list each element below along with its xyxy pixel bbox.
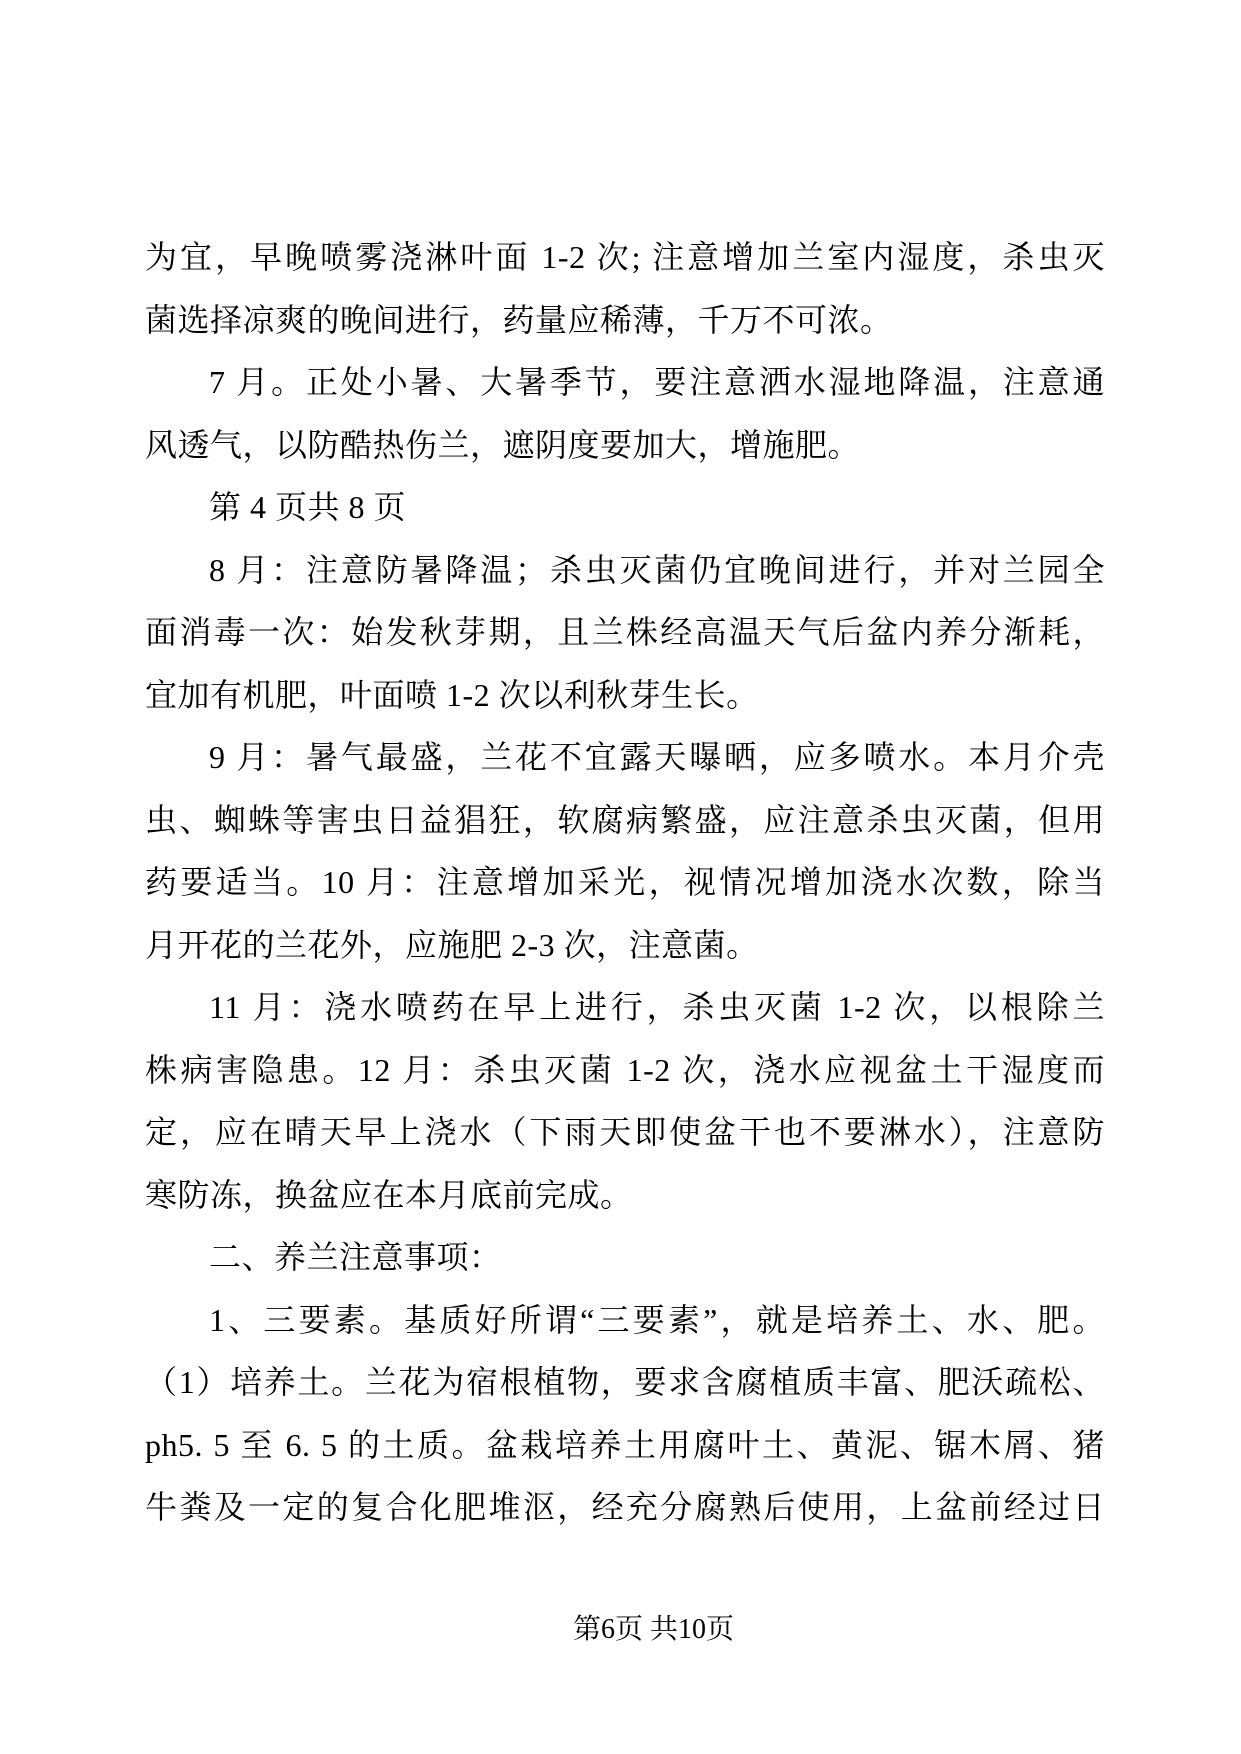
text-line: ph5. 5 至 6. 5 的土质。盆栽培养土用腐叶土、黄泥、锯木屑、猪 xyxy=(145,1426,1105,1463)
text-line: 株病害隐患。12 月：杀虫灭菌 1-2 次，浇水应视盆土干湿度而 xyxy=(145,1051,1105,1088)
text-line: 牛粪及一定的复合化肥堆沤，经充分腐熟后使用，上盆前经过日 xyxy=(145,1489,1105,1525)
text-line: 虫、蜘蛛等害虫日益猖狂，软腐病繁盛，应注意杀虫灭菌，但用 xyxy=(145,801,1105,838)
text-line: （1）培养土。兰花为宿根植物，要求含腐植质丰富、肥沃疏松、 xyxy=(145,1364,1105,1400)
text-line: 二、养兰注意事项： xyxy=(209,1239,502,1275)
text-line: 为宜，早晚喷雾浇淋叶面 1-2 次; 注意增加兰室内湿度，杀虫灭 xyxy=(145,239,1105,275)
text-line: 7 月。正处小暑、大暑季节，要注意洒水湿地降温，注意通 xyxy=(209,364,1105,400)
text-line: 寒防冻，换盆应在本月底前完成。 xyxy=(145,1176,633,1213)
text-line: 定，应在晴天早上浇水（下雨天即使盆干也不要淋水），注意防 xyxy=(145,1114,1105,1150)
page-footer: 第6页 共10页 xyxy=(572,1614,734,1645)
text-line: 月开花的兰花外，应施肥 2-3 次，注意菌。 xyxy=(145,926,759,963)
text-line: 第 4 页共 8 页 xyxy=(209,489,407,525)
text-line: 8 月：注意防暑降温；杀虫灭菌仍宜晚间进行，并对兰园全 xyxy=(209,551,1105,588)
text-line: 9 月：暑气最盛，兰花不宜露天曝晒，应多喷水。本月介壳 xyxy=(209,739,1105,775)
document-body xyxy=(145,226,1105,1539)
text-line: 宜加有机肥，叶面喷 1-2 次以利秋芽生长。 xyxy=(145,676,759,713)
text-line: 11 月：浇水喷药在早上进行，杀虫灭菌 1-2 次，以根除兰 xyxy=(209,989,1105,1025)
text-line: 风透气，以防酷热伤兰，遮阴度要加大，增施肥。 xyxy=(145,426,861,463)
text-line: 1、三要素。基质好所谓“三要素”，就是培养土、水、肥。 xyxy=(209,1301,1105,1338)
text-line: 面消毒一次：始发秋芽期，且兰株经高温天气后盆内养分渐耗， xyxy=(145,614,1105,650)
text-line: 药要适当。10 月：注意增加采光，视情况增加浇水次数，除当 xyxy=(145,864,1105,900)
text-line: 菌选择凉爽的晚间进行，药量应稀薄，千万不可浓。 xyxy=(145,301,893,338)
